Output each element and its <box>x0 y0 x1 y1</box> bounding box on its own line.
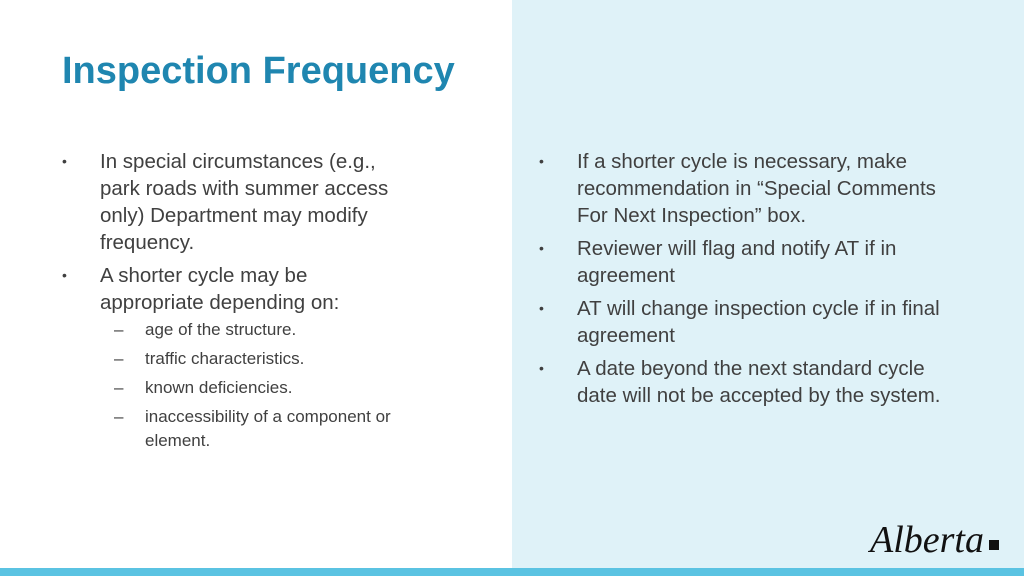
bullet-marker: • <box>539 240 544 256</box>
bullet-text: Reviewer will flag and notify AT if in agreement <box>577 237 897 287</box>
list-item <box>62 262 402 453</box>
sub-list-item <box>100 347 402 371</box>
logo-square-mark <box>989 540 999 550</box>
bullet-text: If a shorter cycle is necessary, make recommendation in “Special Comments For Next Inspection” box. <box>577 150 936 227</box>
alberta-logo-wordmark: Alberta <box>870 519 984 561</box>
bullet-marker: • <box>539 360 544 376</box>
bullet-marker: • <box>539 153 544 169</box>
list-item <box>539 355 959 409</box>
sub-bullet-text: traffic characteristics. <box>145 349 305 368</box>
bullet-text: A date beyond the next standard cycle date will not be accepted by the system. <box>577 357 941 407</box>
sub-bullet-text: inaccessibility of a component or element. <box>145 407 391 450</box>
bullet-marker: • <box>62 267 67 283</box>
bullet-marker: • <box>62 153 67 169</box>
dash-marker: – <box>114 320 124 339</box>
right-bullet-list <box>539 148 959 415</box>
sub-bullet-text: known deficiencies. <box>145 378 293 397</box>
list-item <box>539 148 959 229</box>
sub-list-item <box>100 376 402 400</box>
bullet-text: AT will change inspection cycle if in final agreement <box>577 297 940 347</box>
list-item <box>539 235 959 289</box>
sub-bullet-text: age of the structure. <box>145 320 297 339</box>
bullet-marker: • <box>539 300 544 316</box>
sub-list-item <box>100 318 402 342</box>
alberta-logo-icon <box>868 514 1003 562</box>
dash-marker: – <box>114 349 124 368</box>
sub-list-item <box>100 405 402 453</box>
left-bullet-list <box>62 148 402 459</box>
dash-marker: – <box>114 407 124 426</box>
bullet-text: In special circumstances (e.g., park roads with summer access only) Department may modify frequency. <box>100 150 389 254</box>
bullet-text: A shorter cycle may be appropriate depending on: <box>100 264 340 314</box>
bottom-accent-bar <box>0 568 1024 576</box>
sub-bullet-list <box>100 318 402 453</box>
slide-title: Inspection Frequency <box>62 50 455 92</box>
list-item <box>62 148 402 256</box>
list-item <box>539 295 959 349</box>
dash-marker: – <box>114 378 124 397</box>
